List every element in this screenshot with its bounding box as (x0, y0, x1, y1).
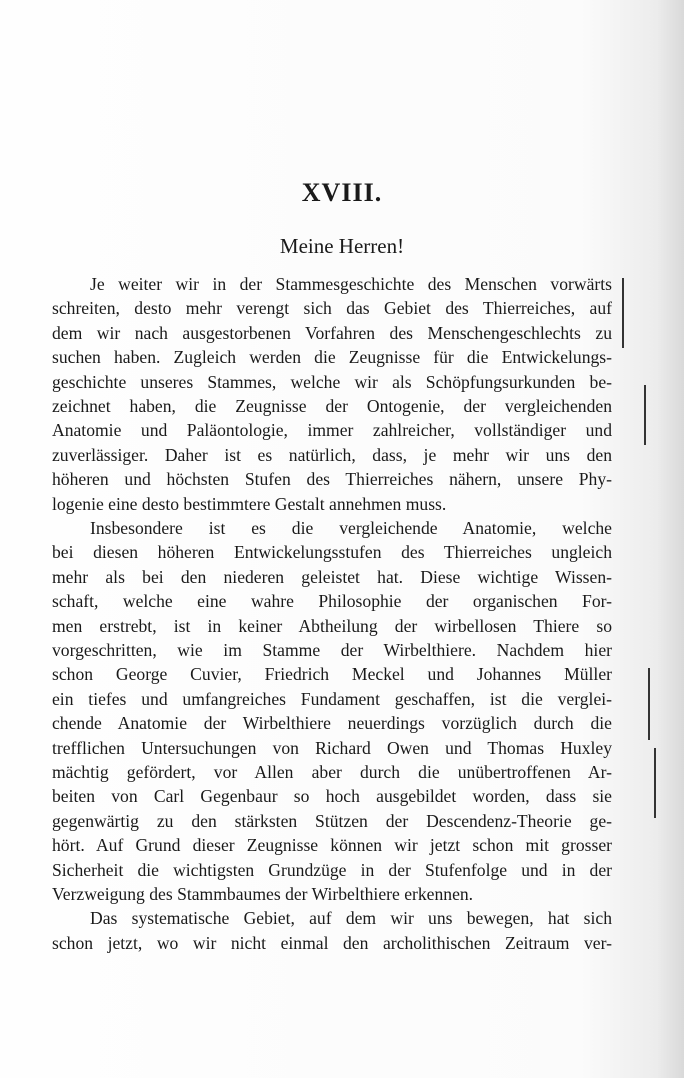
text-line: schon jetzt, wo wir nicht einmal den archolithischen Zeitraum ver- (52, 932, 612, 953)
text-line: chende Anatomie der Wirbelthiere neuerdings vorzüglich durch die (52, 713, 612, 734)
text-line: mächtig gefördert, vor Allen aber durch die unübertroffenen Ar- (52, 762, 612, 782)
text-line: zuverlässiger. Daher ist es natürlich, dass, je mehr wir uns den (52, 444, 612, 465)
text-line: geschichte unseres Stammes, welche wir als Schöpfungsurkunden be- (52, 371, 612, 392)
text-line: schon George Cuvier, Friedrich Meckel und Johannes Müller (52, 664, 612, 685)
margin-mark (644, 385, 646, 445)
text-line: schreiten, desto mehr verengt sich das Gebiet des Thierreiches, auf (52, 298, 612, 319)
text-line: hört. Auf Grund dieser Zeugnisse können wir jetzt schon mit grosser (52, 835, 612, 856)
text-line: schaft, welche eine wahre Philosophie der organischen For- (52, 591, 612, 612)
salutation: Meine Herren! (279, 234, 405, 258)
text-line: zeichnet haben, die Zeugnisse der Ontogenie, der vergleichenden (52, 396, 612, 416)
text-line: trefflichen Untersuchungen von Richard Owen und Thomas Huxley (52, 737, 612, 758)
text-line: dem wir nach ausgestorbenen Vorfahren des Menschengeschlechts zu (52, 322, 612, 343)
text-line: ein tiefes und umfangreiches Fundament geschaffen, ist die verglei- (52, 688, 612, 709)
margin-mark (648, 668, 650, 740)
text-line: vorgeschritten, wie im Stamme der Wirbelthiere. Nachdem hier (52, 640, 612, 660)
text-line: logenie eine desto bestimmtere Gestalt annehmen muss. (52, 493, 447, 514)
text-line: Sicherheit die wichtigsten Grundzüge in der Stufenfolge und in der (52, 859, 612, 880)
text-line: bei diesen höheren Entwickelungsstufen des Thierreiches ungleich (52, 542, 612, 563)
text-line: suchen haben. Zugleich werden die Zeugnisse für die Entwickelungs- (52, 347, 612, 368)
margin-mark (622, 278, 624, 348)
text-line: gegenwärtig zu den stärksten Stützen der Descendenz-Theorie ge- (52, 810, 612, 831)
text-line: Insbesondere ist es die vergleichende Anatomie, welche (90, 518, 612, 538)
text-line: höheren und höchsten Stufen des Thierreiches nähern, unsere Phy- (52, 469, 612, 490)
text-line: Je weiter wir in der Stammesgeschichte des Menschen vorwärts (90, 274, 612, 294)
text-line: men erstrebt, ist in keiner Abtheilung der wirbellosen Thiere so (52, 615, 612, 636)
text-line: Das systematische Gebiet, auf dem wir uns bewegen, hat sich (90, 908, 612, 929)
text-line: Verzweigung des Stammbaumes der Wirbelthiere erkennen. (52, 884, 474, 904)
text-line: beiten von Carl Gegenbaur so hoch ausgebildet worden, dass sie (52, 786, 612, 807)
text-line: Anatomie und Paläontologie, immer zahlreicher, vollständiger und (52, 420, 612, 441)
text-line: mehr als bei den niederen geleistet hat. Diese wichtige Wissen- (52, 566, 612, 587)
chapter-heading: XVIII. (301, 178, 383, 207)
margin-mark (654, 748, 656, 818)
